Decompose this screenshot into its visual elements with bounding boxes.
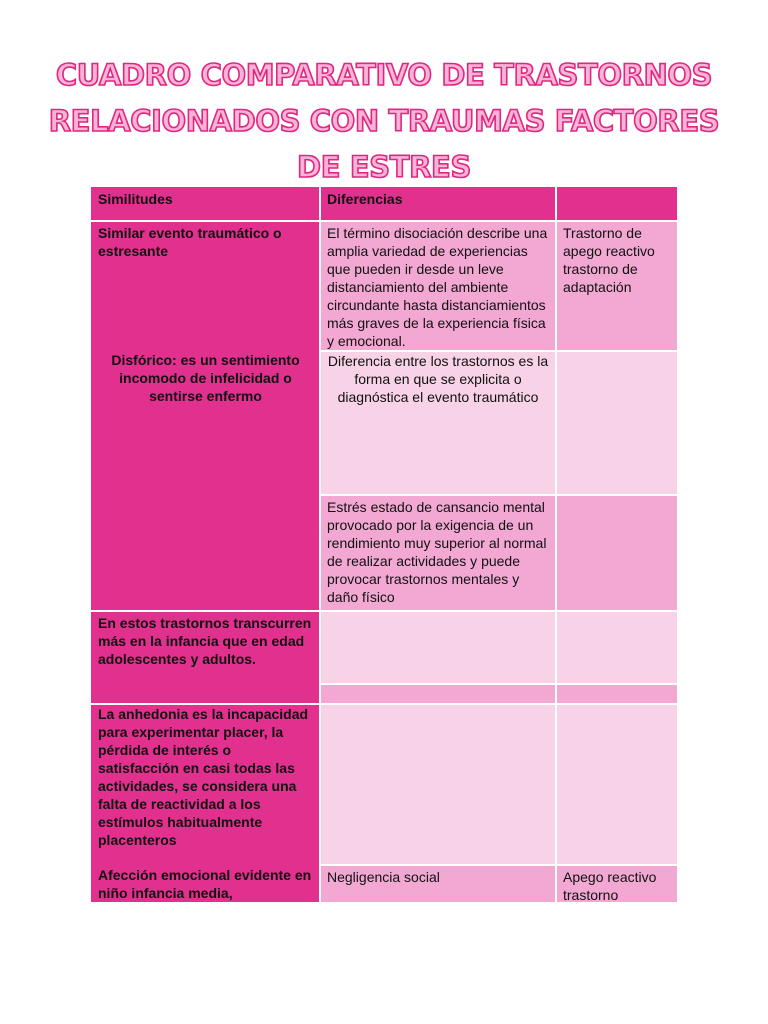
cell-diferencia-1: El término disociación describe una amplia variedad de experiencias que pueden ir desde un leve distanciamiento del ambiente circundante hasta distanciamientos más graves de la experiencia física y emocional.: [320, 221, 556, 351]
cell-col3-empty-e: [556, 704, 677, 865]
cell-similitud-3: En estos trastornos transcurren más en la infancia que en edad adolescentes y adultos.: [91, 611, 320, 704]
cell-col3-empty-d: [556, 684, 677, 704]
cell-similitud-1: Similar evento traumático o estresante: [91, 221, 320, 347]
header-similitudes: Similitudes: [91, 187, 320, 221]
cell-similitud-4: La anhedonia es la incapacidad para experimentar placer, la pérdida de interés o satisfacción en casi todas las actividades, se considera una falta de reactividad a los estímulos habitualmente placenteros: [91, 704, 320, 865]
cell-diferencia-empty-b: [320, 684, 556, 704]
page-title: [40, 52, 728, 190]
grid-line-h4: [320, 683, 677, 685]
cell-diferencia-2: Diferencia entre los trastornos es la forma en que se explicita o diagnóstica el evento traumático: [320, 351, 556, 495]
cell-col3-1: Trastorno de apego reactivo trastorno de adaptación: [556, 221, 677, 351]
grid-line-h2: [320, 494, 677, 496]
grid-line-h1: [320, 350, 677, 352]
title-line-1: CUADRO COMPARATIVO DE TRASTORNOS: [55, 58, 713, 92]
cell-similitud-2: Disfórico: es un sentimiento incomodo de infelicidad o sentirse enfermo: [91, 347, 320, 611]
grid-line-h-header: [91, 220, 677, 222]
grid-line-h5: [91, 703, 677, 705]
cell-diferencia-5: Negligencia social: [320, 865, 556, 902]
grid-line-h6: [320, 864, 677, 866]
cell-similitud-5: Afección emocional evidente en niño infancia media,: [91, 865, 320, 902]
grid-line-h3: [91, 610, 677, 612]
cell-diferencia-3: Estrés estado de cansancio mental provocado por la exigencia de un rendimiento muy superior al normal de realizar actividades y puede provocar trastornos mentales y daño físico: [320, 495, 556, 611]
cell-col3-empty-a: [556, 351, 677, 495]
cell-col3-empty-b: [556, 495, 677, 611]
cell-diferencia-empty-c: [320, 704, 556, 865]
header-diferencias: Diferencias: [320, 187, 556, 221]
header-empty: [556, 187, 677, 221]
cell-diferencia-empty-a: [320, 611, 556, 684]
cell-col3-5: Apego reactivo trastorno: [556, 865, 677, 902]
title-line-3: DE ESTRES: [297, 150, 471, 184]
title-line-2: RELACIONADOS CON TRAUMAS FACTORES: [48, 104, 720, 138]
grid-line-v1: [319, 187, 321, 902]
cell-col3-empty-c: [556, 611, 677, 684]
grid-line-v2: [555, 187, 557, 902]
